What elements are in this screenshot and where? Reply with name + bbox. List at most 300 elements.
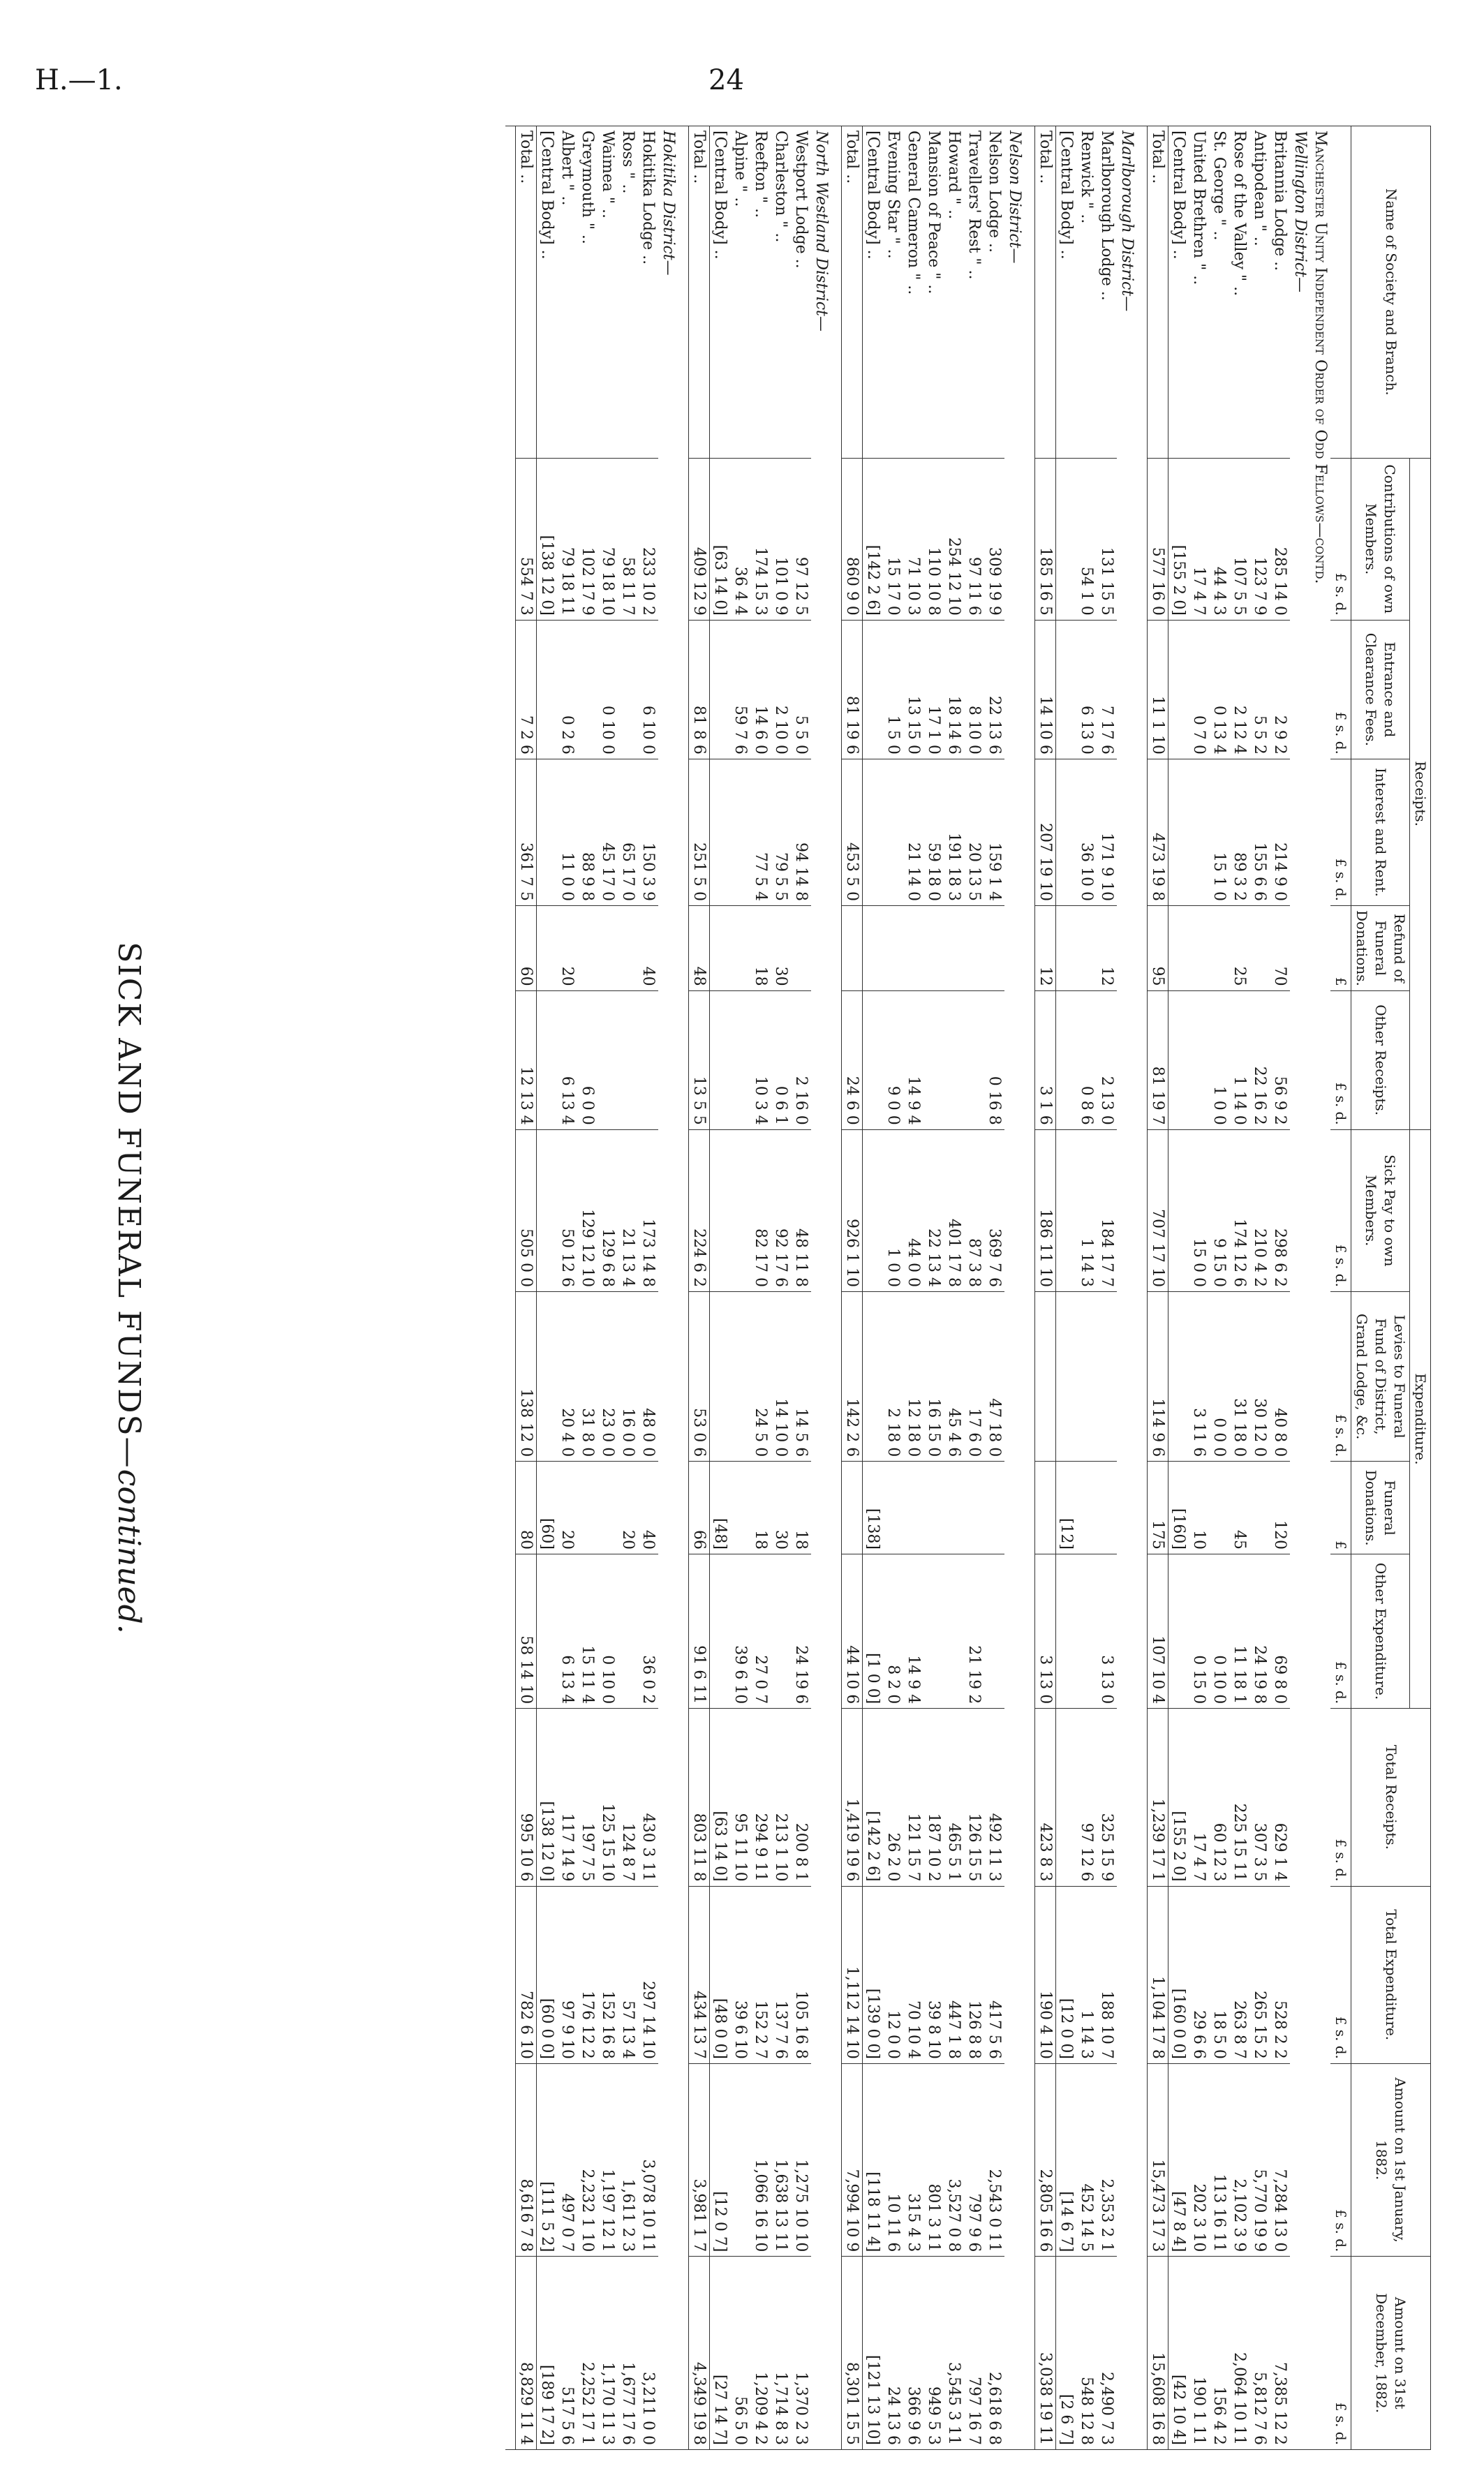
value-cell: 225 15 11: [1229, 1709, 1249, 1886]
value-cell: 79 5 5: [771, 759, 791, 905]
unit-cell: £ s. d.: [1330, 2257, 1351, 2450]
value-cell: 30 12 0: [1249, 1291, 1270, 1461]
value-cell: [142 2 6]: [863, 1709, 884, 1886]
value-cell: 138 12 0: [516, 1291, 537, 1461]
value-cell: [1209, 1462, 1229, 1554]
value-cell: 89 3 2: [1229, 759, 1249, 905]
value-cell: [1076, 906, 1097, 991]
value-cell: 58 14 10: [516, 1554, 537, 1708]
district-header-row: [811, 126, 831, 2450]
value-cell: 65 17 0: [618, 759, 638, 905]
header-amount-jan: Amount on 1st January, 1882.: [1351, 2063, 1431, 2256]
value-cell: 20: [557, 1462, 577, 1554]
value-cell: 21 19 2: [964, 1554, 984, 1708]
value-cell: [730, 906, 750, 991]
value-cell: 97 11 6: [964, 458, 984, 620]
header-amount-dec: Amount on 31st December, 1882.: [1351, 2257, 1431, 2450]
value-cell: [1035, 1291, 1056, 1461]
value-cell: 233 10 2: [638, 458, 658, 620]
value-cell: 16 0 0: [618, 1291, 638, 1461]
value-cell: 45 17 0: [598, 759, 618, 905]
value-cell: 24 5 0: [750, 1291, 771, 1461]
branch-name: Howard " ..: [944, 126, 964, 459]
value-cell: 1 5 0: [883, 620, 903, 759]
value-cell: 97 9 10: [557, 1886, 577, 2063]
branch-name: Mansion of Peace " ..: [923, 126, 944, 459]
table-row: [1270, 126, 1290, 2450]
value-cell: 8 10 0: [964, 620, 984, 759]
table-row: [1097, 126, 1117, 2450]
value-cell: 20: [557, 906, 577, 991]
district-name: Hokitika District—: [658, 126, 678, 2450]
value-cell: 517 5 6: [557, 2257, 577, 2450]
value-cell: 150 3 9: [638, 759, 658, 905]
value-cell: 81 19 7: [1148, 990, 1168, 1129]
sick-funeral-funds-table: [505, 126, 1431, 2450]
page-code: H.—1.: [35, 64, 123, 96]
branch-name: Hokitika Lodge ..: [638, 126, 658, 459]
value-cell: 15,473 17 3: [1148, 2063, 1168, 2256]
society-name: Manchester Unity Independent Order of Odd Fellows—contd.: [1310, 126, 1330, 2450]
value-cell: 44 4 3: [1209, 458, 1229, 620]
value-cell: 926 1 10: [842, 1129, 863, 1291]
value-cell: 325 15 9: [1097, 1709, 1117, 1886]
value-cell: 1,104 17 8: [1148, 1886, 1168, 2063]
value-cell: 14 9 4: [903, 990, 923, 1129]
spacer-cell: [1137, 126, 1148, 2450]
header-expenditure: Expenditure.: [1410, 1129, 1431, 1708]
unit-cell: £ s. d.: [1330, 990, 1351, 1129]
value-cell: [160]: [1168, 1462, 1189, 1554]
value-cell: 24 6 0: [842, 990, 863, 1129]
value-cell: 465 5 1: [944, 1709, 964, 1886]
value-cell: 5 5 0: [791, 620, 811, 759]
header-contributions: Contributions of own Members.: [1351, 458, 1410, 620]
value-cell: 2,353 2 1: [1097, 2063, 1117, 2256]
value-cell: 45: [1229, 1462, 1249, 1554]
value-cell: [944, 1462, 964, 1554]
branch-name: [Central Body] ..: [1168, 126, 1189, 459]
table-row: [1056, 126, 1077, 2450]
value-cell: [1189, 906, 1209, 991]
value-cell: 14 6 0: [750, 620, 771, 759]
value-cell: 20: [618, 1462, 638, 1554]
value-cell: 2 12 4: [1229, 620, 1249, 759]
value-cell: [730, 1462, 750, 1554]
value-cell: 121 15 7: [903, 1709, 923, 1886]
value-cell: [903, 906, 923, 991]
table-row: [964, 126, 984, 2450]
value-cell: 29 6 6: [1189, 1886, 1209, 2063]
branch-name: Albert " ..: [557, 126, 577, 459]
value-cell: 22 13 6: [984, 620, 1004, 759]
value-cell: 95: [1148, 906, 1168, 991]
unit-cell: £ s. d.: [1330, 1886, 1351, 2063]
value-cell: 56 5 0: [730, 2257, 750, 2450]
value-cell: 1,170 11 3: [598, 2257, 618, 2450]
value-cell: 11 0 0: [557, 759, 577, 905]
value-cell: [984, 1554, 1004, 1708]
branch-name: Reefton " ..: [750, 126, 771, 459]
value-cell: 48 0 0: [638, 1291, 658, 1461]
value-cell: 59 7 6: [730, 620, 750, 759]
value-cell: 2 9 2: [1270, 620, 1290, 759]
header-other-receipts: Other Receipts.: [1351, 990, 1410, 1129]
table-row: [557, 126, 577, 2450]
value-cell: 25: [1229, 906, 1249, 991]
value-cell: [863, 620, 884, 759]
value-cell: 554 7 3: [516, 458, 537, 620]
value-cell: 17 6 0: [964, 1291, 984, 1461]
society-row: [1310, 126, 1330, 2450]
value-cell: 88 9 8: [577, 759, 598, 905]
value-cell: 528 2 2: [1270, 1886, 1290, 2063]
value-cell: [47 8 4]: [1168, 2063, 1189, 2256]
value-cell: [577, 620, 598, 759]
value-cell: 2,490 7 3: [1097, 2257, 1117, 2450]
value-cell: 9 0 0: [883, 990, 903, 1129]
value-cell: 102 17 9: [577, 458, 598, 620]
value-cell: 2,252 17 1: [577, 2257, 598, 2450]
value-cell: 263 8 7: [1229, 1886, 1249, 2063]
value-cell: 15,608 16 8: [1148, 2257, 1168, 2450]
value-cell: 92 17 6: [771, 1129, 791, 1291]
value-cell: [1056, 1554, 1077, 1708]
value-cell: 11 18 1: [1229, 1554, 1249, 1708]
table-title: [111, 126, 147, 2450]
value-cell: 20 4 0: [557, 1291, 577, 1461]
value-cell: [160 0 0]: [1168, 1886, 1189, 2063]
value-cell: 949 5 3: [923, 2257, 944, 2450]
value-cell: [63 14 0]: [710, 458, 731, 620]
value-cell: 0 6 1: [771, 990, 791, 1129]
value-cell: 15 17 0: [883, 458, 903, 620]
value-cell: 0 2 6: [557, 620, 577, 759]
value-cell: 0 16 8: [984, 990, 1004, 1129]
value-cell: 94 14 8: [791, 759, 811, 905]
value-cell: [155 2 0]: [1168, 1709, 1189, 1886]
header-name: Name of Society and Branch.: [1351, 126, 1431, 459]
value-cell: [923, 1554, 944, 1708]
total-row: [689, 126, 710, 2450]
header-receipts: Receipts.: [1410, 458, 1431, 1129]
district-name: North Westland District—: [811, 126, 831, 2450]
table-row: [791, 126, 811, 2450]
spacer-row: [1025, 126, 1035, 2450]
value-cell: 366 9 6: [903, 2257, 923, 2450]
table-row: [1168, 126, 1189, 2450]
value-cell: 18: [750, 906, 771, 991]
branch-name: Travellers' Rest " ..: [964, 126, 984, 459]
value-cell: 548 12 8: [1076, 2257, 1097, 2450]
value-cell: [2 6 7]: [1056, 2257, 1077, 2450]
branch-name: Antipodean " ..: [1249, 126, 1270, 459]
branch-name: [Central Body] ..: [863, 126, 884, 459]
table-row: [750, 126, 771, 2450]
value-cell: 60: [516, 906, 537, 991]
value-cell: [139 0 0]: [863, 1886, 884, 2063]
value-cell: 105 16 8: [791, 1886, 811, 2063]
value-cell: 171 9 10: [1097, 759, 1117, 905]
value-cell: 18: [750, 1462, 771, 1554]
table-row: [577, 126, 598, 2450]
value-cell: 3,527 0 8: [944, 2063, 964, 2256]
table-landscape-container: [63, 126, 1431, 2450]
value-cell: 47 18 0: [984, 1291, 1004, 1461]
value-cell: [1209, 906, 1229, 991]
value-cell: 0 7 0: [1189, 620, 1209, 759]
value-cell: 191 18 3: [944, 759, 964, 905]
value-cell: 2,805 16 6: [1035, 2063, 1056, 2256]
value-cell: 214 9 0: [1270, 759, 1290, 905]
value-cell: 14 5 6: [791, 1291, 811, 1461]
value-cell: 1 0 0: [1209, 990, 1229, 1129]
value-cell: 265 15 2: [1249, 1886, 1270, 2063]
value-cell: [964, 1462, 984, 1554]
value-cell: [618, 620, 638, 759]
value-cell: 155 6 6: [1249, 759, 1270, 905]
value-cell: [121 13 10]: [863, 2257, 884, 2450]
value-cell: 81 8 6: [689, 620, 710, 759]
value-cell: 0 10 0: [1209, 1554, 1229, 1708]
value-cell: [863, 1291, 884, 1461]
spacer-cell: [678, 126, 689, 2450]
value-cell: [883, 759, 903, 905]
branch-name: Rose of the Valley " ..: [1229, 126, 1249, 459]
unit-cell: £ s. d.: [1330, 1129, 1351, 1291]
value-cell: 3 11 6: [1189, 1291, 1209, 1461]
value-cell: 185 16 5: [1035, 458, 1056, 620]
district-header-row: [1117, 126, 1137, 2450]
spacer-row: [831, 126, 842, 2450]
value-cell: 6 10 0: [638, 620, 658, 759]
value-cell: 210 4 2: [1249, 1129, 1270, 1291]
value-cell: 56 9 2: [1270, 990, 1290, 1129]
value-cell: 58 11 7: [618, 458, 638, 620]
value-cell: 8,301 15 5: [842, 2257, 863, 2450]
value-cell: 79 18 11: [557, 458, 577, 620]
value-cell: 423 8 3: [1035, 1709, 1056, 1886]
value-cell: [863, 1129, 884, 1291]
value-cell: 6 0 0: [577, 990, 598, 1129]
value-cell: 0 10 0: [598, 1554, 618, 1708]
value-cell: [863, 990, 884, 1129]
value-cell: [984, 906, 1004, 991]
table-row: [984, 126, 1004, 2450]
value-cell: 6 13 4: [557, 1554, 577, 1708]
value-cell: [710, 906, 731, 991]
branch-name: Total ..: [689, 126, 710, 459]
branch-name: Britannia Lodge ..: [1270, 126, 1290, 459]
value-cell: [1056, 759, 1077, 905]
branch-name: [Central Body] ..: [710, 126, 731, 459]
value-cell: [14 6 7]: [1056, 2063, 1077, 2256]
value-cell: 113 16 11: [1209, 2063, 1229, 2256]
value-cell: [598, 906, 618, 991]
value-cell: 175: [1148, 1462, 1168, 1554]
district-name: Nelson District—: [1004, 126, 1025, 2450]
value-cell: 254 12 10: [944, 458, 964, 620]
value-cell: 129 12 10: [577, 1129, 598, 1291]
value-cell: 36 0 2: [638, 1554, 658, 1708]
value-cell: 801 3 11: [923, 2063, 944, 2256]
branch-name: Total ..: [1035, 126, 1056, 459]
value-cell: [598, 1462, 618, 1554]
value-cell: 11 1 10: [1148, 620, 1168, 759]
value-cell: 298 6 2: [1270, 1129, 1290, 1291]
value-cell: 142 2 6: [842, 1291, 863, 1461]
value-cell: 417 5 6: [984, 1886, 1004, 2063]
table-row: [618, 126, 638, 2450]
value-cell: [1056, 620, 1077, 759]
value-cell: 995 10 6: [516, 1709, 537, 1886]
value-cell: 188 10 7: [1097, 1886, 1117, 2063]
value-cell: 1,275 10 10: [791, 2063, 811, 2256]
value-cell: 3,211 0 0: [638, 2257, 658, 2450]
value-cell: 15 0 0: [1189, 1129, 1209, 1291]
spacer-row: [1137, 126, 1148, 2450]
value-cell: 87 3 8: [964, 1129, 984, 1291]
value-cell: [923, 906, 944, 991]
header-entrance: Entrance and Clearance Fees.: [1351, 620, 1410, 759]
value-cell: 23 0 0: [598, 1291, 618, 1461]
value-cell: [618, 906, 638, 991]
value-cell: 2,618 6 8: [984, 2257, 1004, 2450]
value-cell: [710, 620, 731, 759]
value-cell: 3 1 6: [1035, 990, 1056, 1129]
value-cell: 97 12 6: [1076, 1709, 1097, 1886]
value-cell: 782 6 10: [516, 1886, 537, 2063]
branch-name: Marlborough Lodge ..: [1097, 126, 1117, 459]
value-cell: 1,419 19 6: [842, 1709, 863, 1886]
value-cell: 0 15 0: [1189, 1554, 1209, 1708]
value-cell: [118 11 4]: [863, 2063, 884, 2256]
value-cell: 107 5 5: [1229, 458, 1249, 620]
value-cell: 434 13 7: [689, 1886, 710, 2063]
value-cell: 1,714 8 3: [771, 2257, 791, 2450]
table-row: [598, 126, 618, 2450]
spacer-cell: [1025, 126, 1035, 2450]
value-cell: 1,677 17 6: [618, 2257, 638, 2450]
unit-cell: £ s. d.: [1330, 1709, 1351, 1886]
unit-cell: £ s. d.: [1330, 2063, 1351, 2256]
value-cell: [60]: [537, 1462, 558, 1554]
value-cell: 186 11 10: [1035, 1129, 1056, 1291]
value-cell: 18 14 6: [944, 620, 964, 759]
value-cell: 20 13 5: [964, 759, 984, 905]
value-cell: [964, 906, 984, 991]
value-cell: 14 10 6: [1035, 620, 1056, 759]
value-cell: 187 10 2: [923, 1709, 944, 1886]
value-cell: [142 2 6]: [863, 458, 884, 620]
value-cell: [537, 906, 558, 991]
value-cell: [1168, 1554, 1189, 1708]
value-cell: 176 12 2: [577, 1886, 598, 2063]
value-cell: 24 19 8: [1249, 1554, 1270, 1708]
value-cell: 8 2 0: [883, 1554, 903, 1708]
value-cell: 8,616 7 8: [516, 2063, 537, 2256]
value-cell: [1168, 1129, 1189, 1291]
value-cell: [984, 1462, 1004, 1554]
table-row: [638, 126, 658, 2450]
header-sick-pay: Sick Pay to own Members.: [1351, 1129, 1410, 1291]
value-cell: [12]: [1056, 1462, 1077, 1554]
spacer-cell: [831, 126, 842, 2450]
value-cell: 2,543 0 11: [984, 2063, 1004, 2256]
value-cell: [1168, 620, 1189, 759]
value-cell: 40 8 0: [1270, 1291, 1290, 1461]
value-cell: 97 12 5: [791, 458, 811, 620]
table-row: [903, 126, 923, 2450]
value-cell: 3,545 3 11: [944, 2257, 964, 2450]
unit-cell: £: [1330, 906, 1351, 991]
value-cell: 174 15 3: [750, 458, 771, 620]
value-cell: 15 1 0: [1209, 759, 1229, 905]
value-cell: 3 13 0: [1035, 1554, 1056, 1708]
value-cell: [791, 906, 811, 991]
value-cell: 197 7 5: [577, 1709, 598, 1886]
value-cell: [1056, 1129, 1077, 1291]
value-cell: 131 15 5: [1097, 458, 1117, 620]
value-cell: [944, 1554, 964, 1708]
branch-name: Nelson Lodge ..: [984, 126, 1004, 459]
value-cell: [883, 906, 903, 991]
value-cell: 95 11 10: [730, 1709, 750, 1886]
value-cell: 297 14 10: [638, 1886, 658, 2063]
value-cell: [863, 759, 884, 905]
value-cell: 497 0 7: [557, 2063, 577, 2256]
branch-name: Westport Lodge ..: [791, 126, 811, 459]
value-cell: 294 9 11: [750, 1709, 771, 1886]
value-cell: [923, 990, 944, 1129]
value-cell: [48]: [710, 1462, 731, 1554]
value-cell: [1189, 990, 1209, 1129]
header-interest: Interest and Rent.: [1351, 759, 1410, 905]
header-funeral: Funeral Donations.: [1351, 1462, 1410, 1554]
value-cell: 309 19 9: [984, 458, 1004, 620]
value-cell: [138 12 0]: [537, 458, 558, 620]
value-cell: [1056, 990, 1077, 1129]
value-cell: [618, 990, 638, 1129]
value-cell: 31 8 0: [577, 1291, 598, 1461]
units-row: [1330, 126, 1351, 2450]
value-cell: 117 14 9: [557, 1709, 577, 1886]
value-cell: 15 11 4: [577, 1554, 598, 1708]
value-cell: 22 16 2: [1249, 990, 1270, 1129]
value-cell: 361 7 5: [516, 759, 537, 905]
branch-name: Total ..: [516, 126, 537, 459]
unit-cell: £ s. d.: [1330, 759, 1351, 905]
value-cell: 101 0 9: [771, 458, 791, 620]
value-cell: 66: [689, 1462, 710, 1554]
value-cell: 1 0 0: [883, 1129, 903, 1291]
value-cell: 797 9 6: [964, 2063, 984, 2256]
value-cell: [944, 990, 964, 1129]
branch-name: Waimea " ..: [598, 126, 618, 459]
value-cell: 0 0 0: [1209, 1291, 1229, 1461]
value-cell: [730, 1129, 750, 1291]
value-cell: [638, 990, 658, 1129]
value-cell: [1168, 759, 1189, 905]
value-cell: [710, 990, 731, 1129]
value-cell: 44 0 0: [903, 1129, 923, 1291]
value-cell: 36 4 4: [730, 458, 750, 620]
value-cell: 24 13 6: [883, 2257, 903, 2450]
value-cell: [1056, 906, 1077, 991]
value-cell: 492 11 3: [984, 1709, 1004, 1886]
value-cell: [12 0 0]: [1056, 1886, 1077, 2063]
value-cell: 803 11 8: [689, 1709, 710, 1886]
